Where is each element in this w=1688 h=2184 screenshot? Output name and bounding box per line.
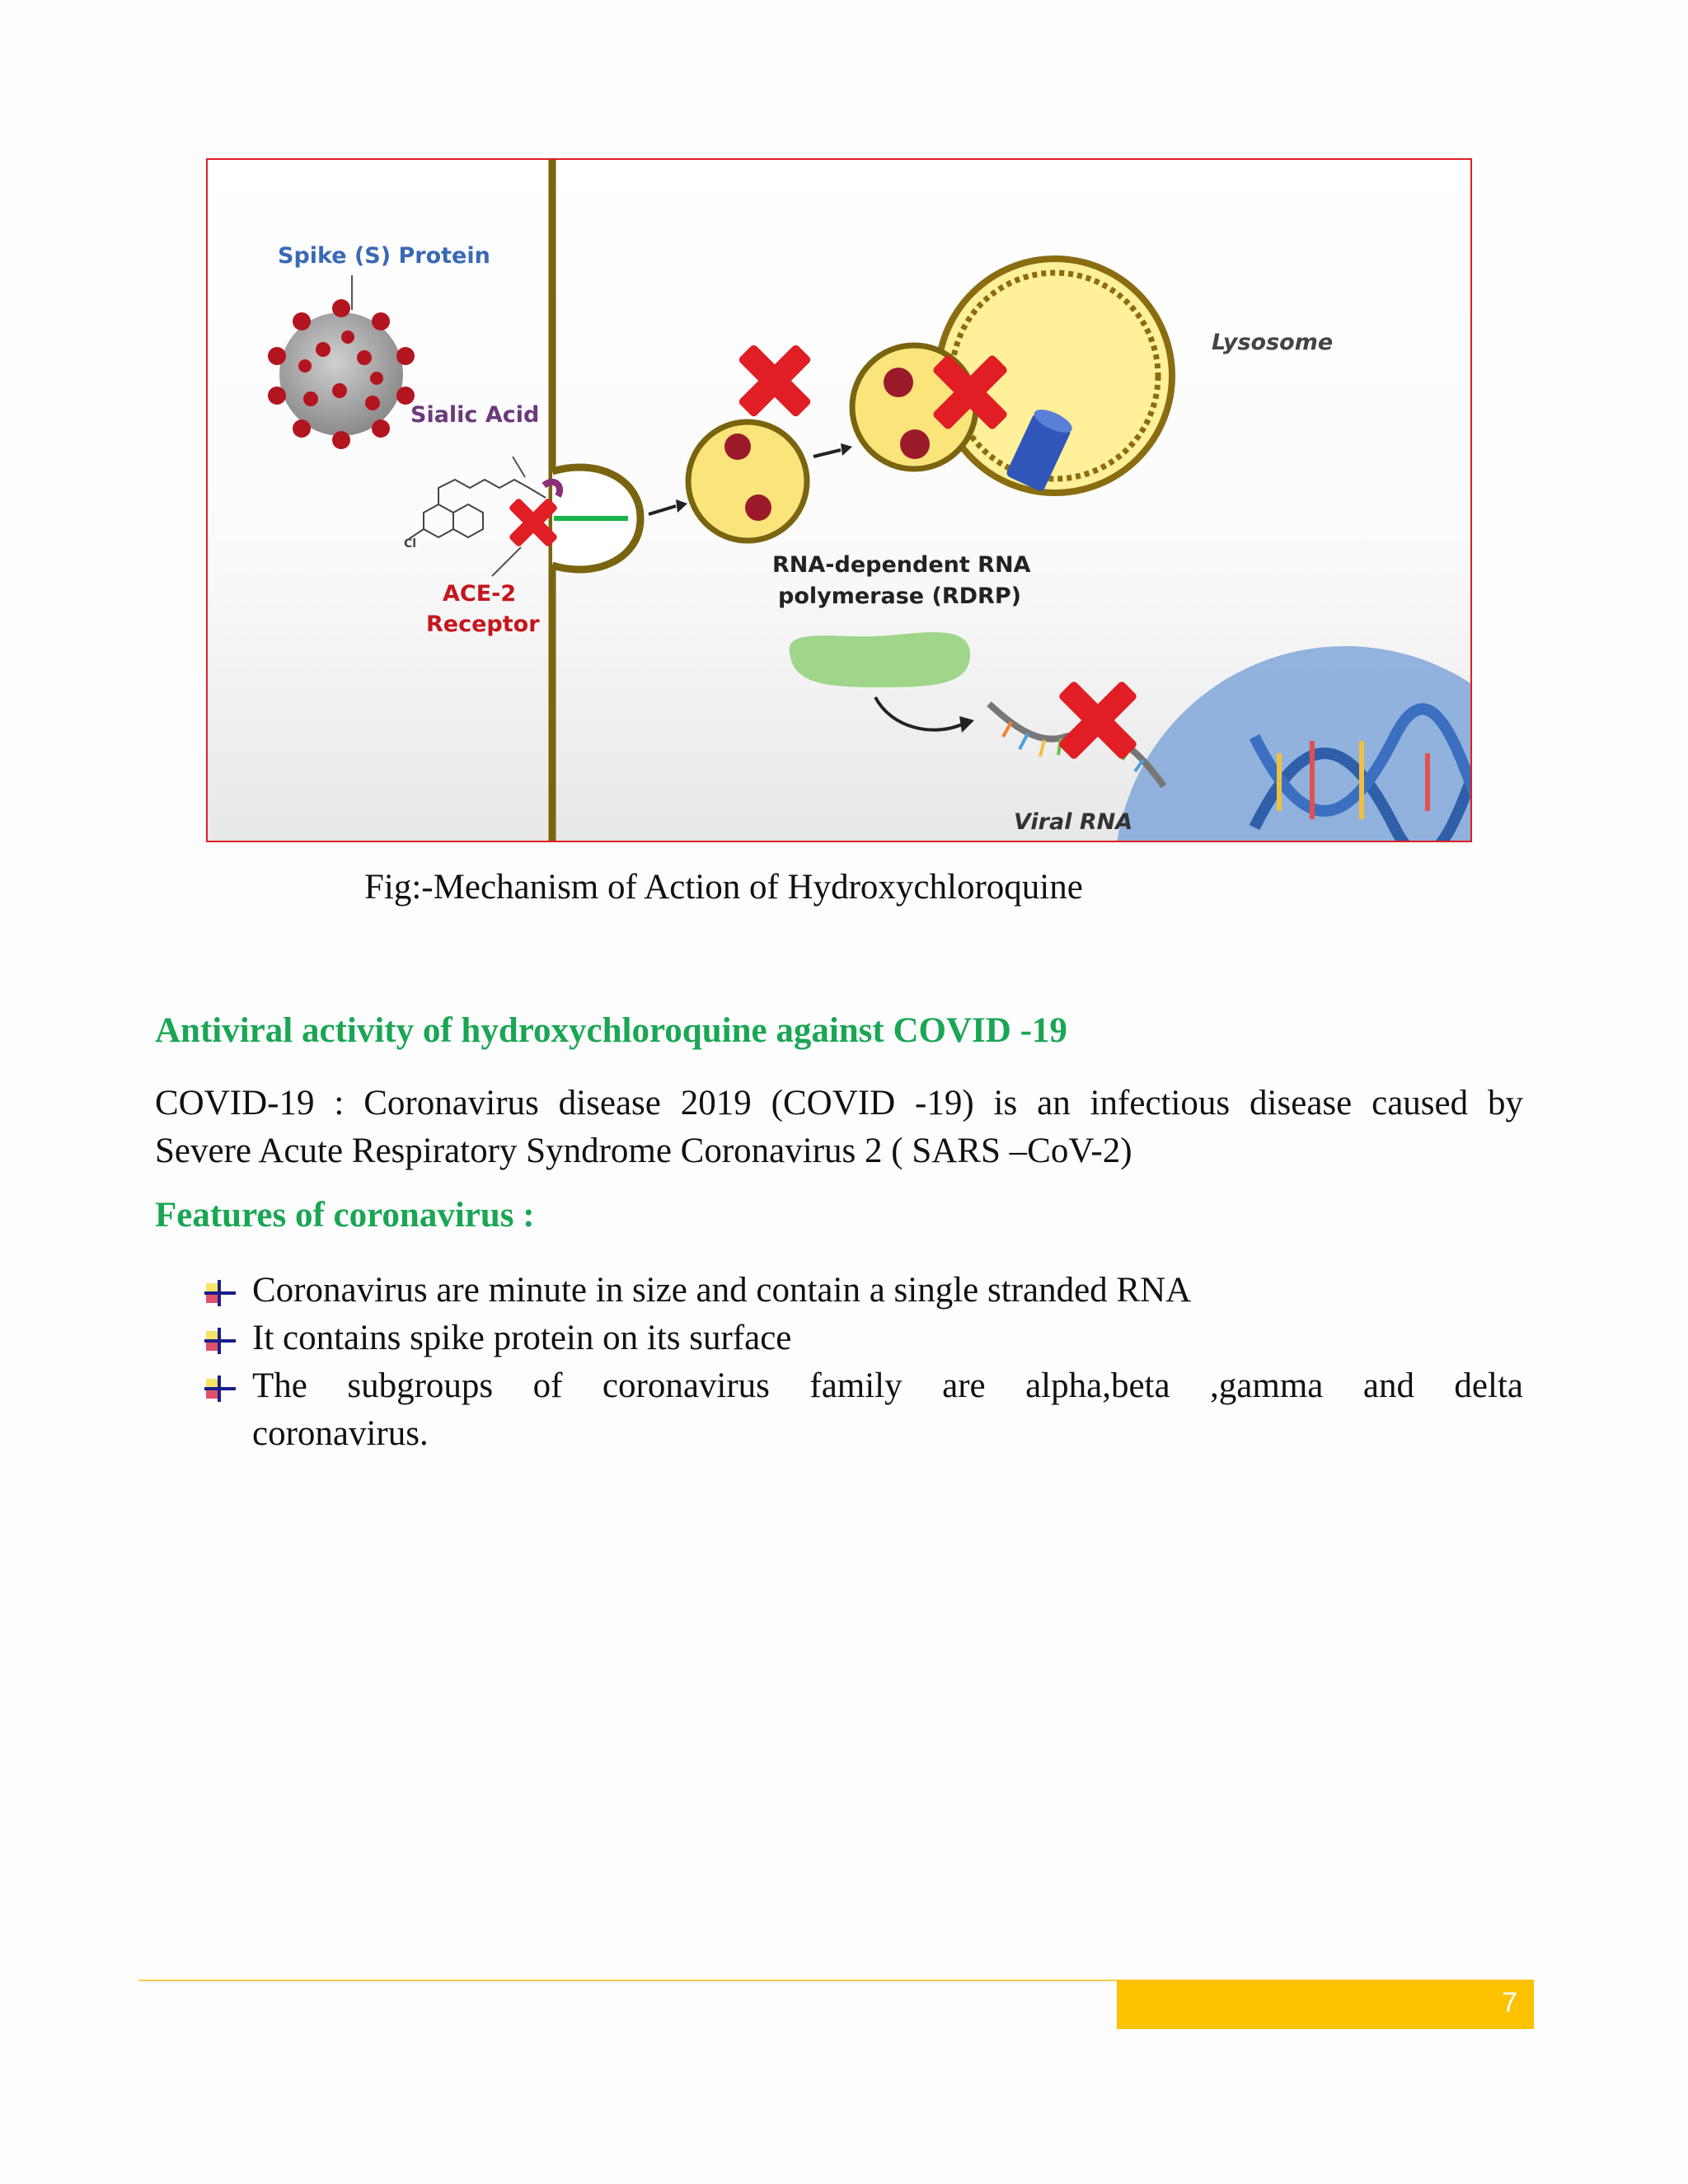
page-number: 7 xyxy=(1117,1980,1534,2029)
footer-divider xyxy=(138,1980,1119,1981)
sialic-acid-label: Sialic Acid xyxy=(410,402,540,428)
feature-text-continuation: coronavirus. xyxy=(252,1414,429,1453)
feature-text: It contains spike protein on its surface xyxy=(252,1319,792,1357)
viral-rna-label: Viral RNA xyxy=(1014,809,1133,835)
section-heading-features: Features of coronavirus : xyxy=(155,1196,535,1235)
lysosome-label: Lysosome xyxy=(1212,330,1334,355)
feature-text: The subgroups of coronavirus family are alpha,beta ,gamma and delta xyxy=(252,1366,1523,1405)
list-item xyxy=(204,1362,1523,1458)
mechanism-figure xyxy=(206,158,1472,842)
svg-text:Cl: Cl xyxy=(404,537,417,551)
figure-caption: Fig:-Mechanism of Action of Hydroxychloroquine xyxy=(364,868,1083,907)
plus-bullet-icon xyxy=(204,1326,237,1356)
ace2-label-line2: Receptor xyxy=(426,612,540,637)
rdrp-enzyme-shape xyxy=(790,632,970,687)
plus-bullet-icon xyxy=(204,1374,237,1404)
endosome-vesicle-1 xyxy=(688,422,807,541)
covid-description-paragraph xyxy=(155,1080,1523,1175)
section-heading-antiviral: Antiviral activity of hydroxychloroquine against COVID -19 xyxy=(155,1011,1067,1050)
features-list xyxy=(204,1267,1523,1458)
rdrp-label-line2: polymerase (RDRP) xyxy=(778,583,1021,609)
paragraph-line-2: Severe Acute Respiratory Syndrome Coronavirus 2 ( SARS –CoV-2) xyxy=(155,1132,1132,1170)
paragraph-line-1: COVID-19 : Coronavirus disease 2019 (COVID -19) is an infectious disease caused by xyxy=(155,1084,1523,1122)
rdrp-label-line1: RNA-dependent RNA xyxy=(772,552,1031,578)
ace2-label-line1: ACE-2 xyxy=(443,581,517,607)
spike-protein-label: Spike (S) Protein xyxy=(278,243,490,269)
plus-bullet-icon xyxy=(204,1278,237,1308)
list-item xyxy=(204,1267,1523,1315)
list-item xyxy=(204,1315,1523,1362)
feature-text: Coronavirus are minute in size and contain a single stranded RNA xyxy=(252,1271,1192,1310)
